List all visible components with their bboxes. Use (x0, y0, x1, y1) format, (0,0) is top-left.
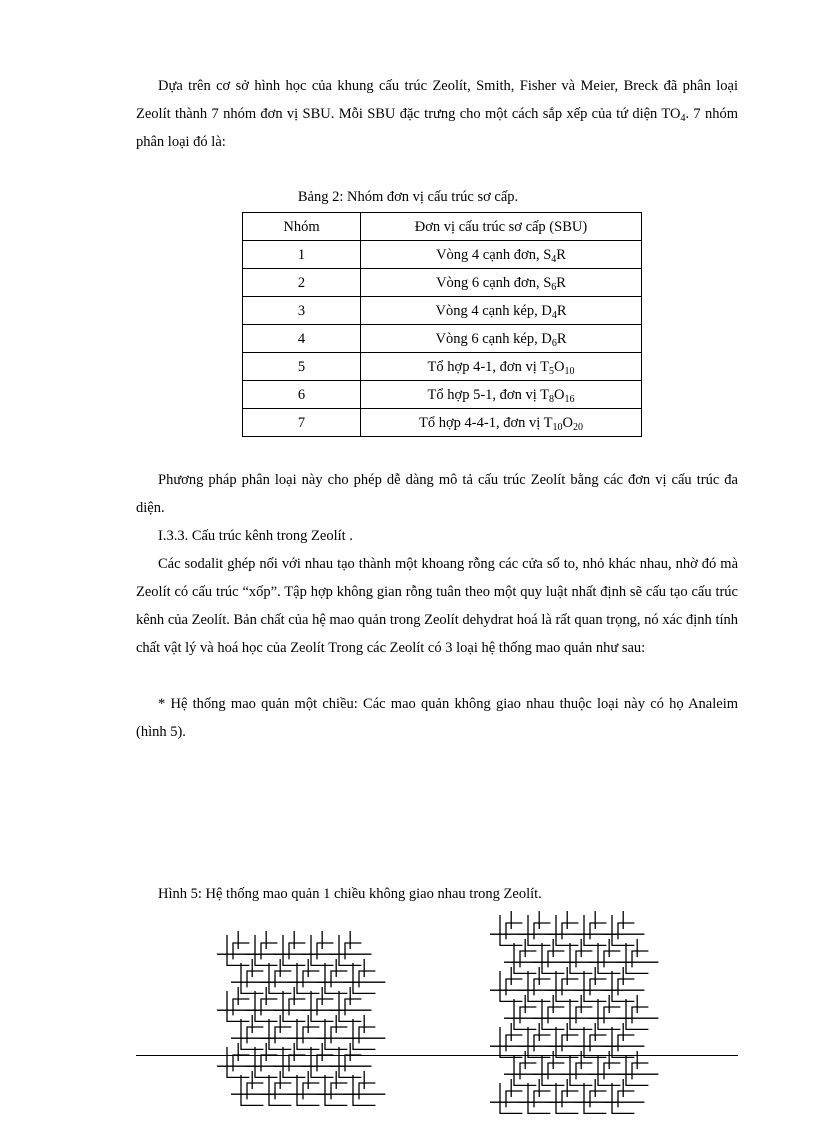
channel-segment (548, 1063, 564, 1079)
channel-segment (576, 1063, 592, 1079)
channel-segment (359, 1027, 375, 1043)
channel-segment (576, 1007, 592, 1023)
group-cell: 1 (243, 241, 361, 269)
channel-segment (520, 1007, 536, 1023)
channel-segment (233, 943, 249, 959)
channel-segment (261, 943, 277, 959)
channel-segment (506, 979, 522, 995)
channel-segment (275, 1083, 291, 1099)
channel-segment (303, 971, 319, 987)
table-header-row (243, 213, 642, 241)
channel-segment (345, 1055, 361, 1071)
classification-paragraph: Phương pháp phân loại này cho phép dễ dàng mô tả cấu trúc Zeolít bằng các đơn vị cấu trúc đa diện. (136, 472, 738, 516)
channel-segment (618, 923, 634, 939)
channel-segment (506, 1091, 522, 1107)
channel-segment (247, 1083, 263, 1099)
channel-segment (534, 1035, 550, 1051)
channel-segment (233, 999, 249, 1015)
channel-segment (618, 979, 634, 995)
channel-segment (359, 1083, 375, 1099)
section-heading: I.3.3. Cấu trúc kênh trong Zeolít . (158, 528, 353, 544)
channel-segment (632, 1007, 648, 1023)
table-caption: Bảng 2: Nhóm đơn vị cấu trúc sơ cấp. (297, 189, 519, 205)
channel-segment (345, 943, 361, 959)
channel-segment (506, 1035, 522, 1051)
channel-segment (604, 951, 620, 967)
one-dimensional-paragraph: * Hệ thống mao quản một chiều: Các mao quản không giao nhau thuộc loại này có họ Analeim (hình 5). (136, 696, 738, 740)
table-row (243, 241, 642, 269)
sbu-table (242, 212, 642, 437)
table-row (243, 325, 642, 353)
channel-segment (331, 1083, 347, 1099)
sbu-cell: Vòng 4 cạnh đơn, $S_4R$ (361, 241, 642, 269)
channel-segment (590, 1035, 606, 1051)
channel-segment (618, 1035, 634, 1051)
channel-segment (562, 923, 578, 939)
channel-segment (317, 1055, 333, 1071)
table-row (243, 409, 642, 437)
channel-segment (590, 979, 606, 995)
channel-segment (303, 1083, 319, 1099)
channel-segment (534, 923, 550, 939)
intro-paragraph: Dựa trên cơ sở hình học của khung cấu trúc Zeolít, Smith, Fisher và Meier, Breck đã phân loại Zeolít thành 7 nhóm đơn vị SBU. Mỗi SBU đặc trưng cho một cách sắp xếp của tứ diện $TO_4$. 7 nhóm phân loại đó là: (136, 78, 738, 150)
channel-segment (604, 1007, 620, 1023)
channel-segment (520, 1063, 536, 1079)
channel-segment (534, 979, 550, 995)
channel-segment (590, 1091, 606, 1107)
channel-diagram-right (480, 905, 670, 1115)
channel-segment (289, 1055, 305, 1071)
channel-segment (534, 1091, 550, 1107)
channel-paragraph: Các sodalit ghép nối với nhau tạo thành một khoang rỗng các cửa sổ to, nhỏ khác nhau, nhờ đó mà Zeolít có cấu trúc “xốp”. Tập hợp không gian rỗng tuân theo một quy luật nhất định sẽ cấu tạo cấu trúc kênh của Zeolít. Bản chất của hệ mao quản trong Zeolít dehydrat hoá là rất quan trọng, nó xác định tính chất vật lý và hoá học của Zeolít Trong các Zeolít có 3 loại hệ thống mao quản như sau: (136, 556, 738, 656)
channel-segment (233, 1055, 249, 1071)
table-row (243, 381, 642, 409)
header-sbu: Đơn vị cấu trúc sơ cấp (SBU) (361, 213, 642, 241)
channel-segment (548, 1007, 564, 1023)
group-cell: 2 (243, 269, 361, 297)
group-cell: 4 (243, 325, 361, 353)
table-row (243, 353, 642, 381)
channel-segment (520, 951, 536, 967)
horizontal-rule (136, 1055, 738, 1056)
channel-segment (317, 999, 333, 1015)
channel-segment (317, 943, 333, 959)
channel-segment (506, 923, 522, 939)
sbu-cell: Tổ hợp 4-4-1, đơn vị $T_{10}O_{20}$ (361, 409, 642, 437)
channel-segment (359, 971, 375, 987)
figure-caption: Hình 5: Hệ thống mao quản 1 chiều không giao nhau trong Zeolít. (158, 886, 542, 902)
channel-segment (331, 971, 347, 987)
channel-segment (562, 1091, 578, 1107)
group-cell: 6 (243, 381, 361, 409)
sbu-cell: Vòng 6 cạnh kép, $D_6R$ (361, 325, 642, 353)
table-row (243, 269, 642, 297)
sbu-cell: Tổ hợp 5-1, đơn vị $T_8O_{16}$ (361, 381, 642, 409)
channel-segment (261, 999, 277, 1015)
channel-segment (345, 999, 361, 1015)
channel-segment (289, 943, 305, 959)
channel-diagram-left (205, 925, 395, 1115)
channel-segment (604, 1063, 620, 1079)
channel-segment (632, 1063, 648, 1079)
table-row (243, 297, 642, 325)
channel-segment (562, 979, 578, 995)
channel-segment (289, 999, 305, 1015)
channel-segment (303, 1027, 319, 1043)
channel-segment (562, 1035, 578, 1051)
header-group: Nhóm (243, 213, 361, 241)
channel-segment (548, 951, 564, 967)
channel-segment (590, 923, 606, 939)
channel-segment (618, 1091, 634, 1107)
channel-segment (247, 1027, 263, 1043)
sbu-cell: Vòng 6 cạnh đơn, $S_6R$ (361, 269, 642, 297)
channel-segment (275, 1027, 291, 1043)
group-cell: 7 (243, 409, 361, 437)
channel-segment (632, 951, 648, 967)
channel-segment (247, 971, 263, 987)
channel-segment (576, 951, 592, 967)
sbu-cell: Vòng 4 cạnh kép, $D_4R$ (361, 297, 642, 325)
group-cell: 3 (243, 297, 361, 325)
group-cell: 5 (243, 353, 361, 381)
channel-segment (261, 1055, 277, 1071)
sbu-cell: Tổ hợp 4-1, đơn vị $T_5O_{10}$ (361, 353, 642, 381)
channel-segment (275, 971, 291, 987)
channel-segment (331, 1027, 347, 1043)
